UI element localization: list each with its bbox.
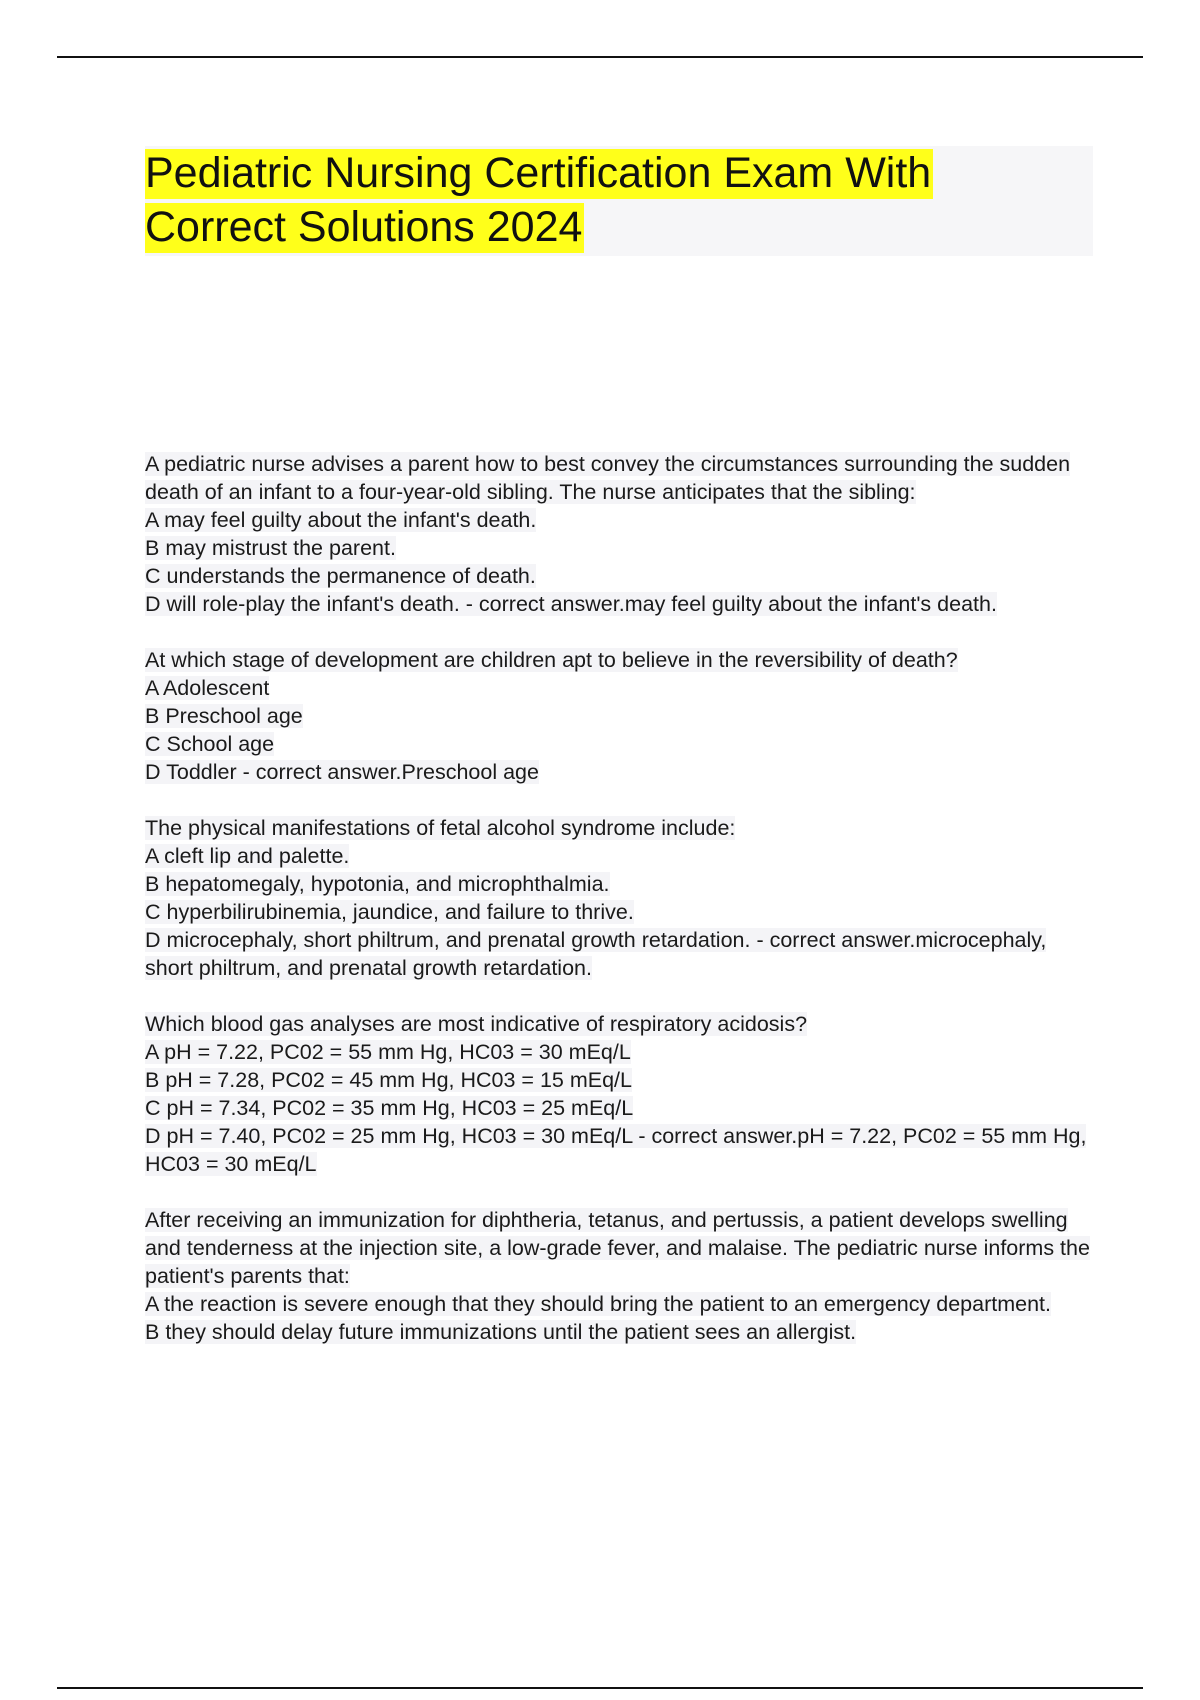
answer-option: B Preschool age bbox=[145, 704, 303, 728]
answer-option: C School age bbox=[145, 732, 275, 756]
answer-option: C hyperbilirubinemia, jaundice, and failure to thrive. bbox=[145, 900, 634, 924]
question-block bbox=[145, 814, 1093, 982]
answer-option: C pH = 7.34, PC02 = 35 mm Hg, HC03 = 25 mEq/L bbox=[145, 1096, 634, 1120]
answer-option: B pH = 7.28, PC02 = 45 mm Hg, HC03 = 15 mEq/L bbox=[145, 1068, 632, 1092]
answer-option: A the reaction is severe enough that they should bring the patient to an emergency department. bbox=[145, 1292, 1051, 1316]
answer-option: A cleft lip and palette. bbox=[145, 844, 350, 868]
title-line-2: Correct Solutions 2024 bbox=[145, 203, 583, 251]
answer-option: B they should delay future immunizations until the patient sees an allergist. bbox=[145, 1320, 857, 1344]
question-text: At which stage of development are children apt to believe in the reversibility of death? bbox=[145, 648, 958, 672]
question-text: A pediatric nurse advises a parent how to best convey the circumstances surrounding the sudden death of an infant to a four-year-old sibling. The nurse anticipates that the sibling: bbox=[145, 452, 1071, 504]
question-text: After receiving an immunization for diphtheria, tetanus, and pertussis, a patient develops swelling and tenderness at the injection site, a low-grade fever, and malaise. The pediatric nurse informs the patient's parents that: bbox=[145, 1208, 1090, 1288]
question-block bbox=[145, 1206, 1093, 1346]
question-block bbox=[145, 450, 1093, 618]
answer-option: A may feel guilty about the infant's death. bbox=[145, 508, 537, 532]
answer-option: C understands the permanence of death. bbox=[145, 564, 536, 588]
question-text: The physical manifestations of fetal alcohol syndrome include: bbox=[145, 816, 736, 840]
answer-option: D will role-play the infant's death. - correct answer.may feel guilty about the infant's death. bbox=[145, 592, 997, 616]
answer-option: D Toddler - correct answer.Preschool age bbox=[145, 760, 539, 784]
answer-option: D microcephaly, short philtrum, and prenatal growth retardation. - correct answer.microcephaly, short philtrum, and prenatal growth retardation. bbox=[145, 928, 1047, 980]
answer-option: B may mistrust the parent. bbox=[145, 536, 396, 560]
answer-option: A pH = 7.22, PC02 = 55 mm Hg, HC03 = 30 mEq/L bbox=[145, 1040, 631, 1064]
question-block bbox=[145, 646, 1093, 786]
question-text: Which blood gas analyses are most indicative of respiratory acidosis? bbox=[145, 1012, 808, 1036]
top-rule bbox=[57, 56, 1143, 58]
title-block bbox=[145, 146, 1093, 256]
answer-option: D pH = 7.40, PC02 = 25 mm Hg, HC03 = 30 mEq/L - correct answer.pH = 7.22, PC02 = 55 mm Hg, HC03 = 30 mEq/L bbox=[145, 1124, 1087, 1176]
title-line-1: Pediatric Nursing Certification Exam With bbox=[145, 149, 932, 197]
page-title bbox=[145, 146, 1093, 254]
answer-option: A Adolescent bbox=[145, 676, 270, 700]
questions-list bbox=[145, 450, 1093, 1374]
answer-option: B hepatomegaly, hypotonia, and microphthalmia. bbox=[145, 872, 610, 896]
question-block bbox=[145, 1010, 1093, 1178]
bottom-rule bbox=[57, 1687, 1143, 1689]
